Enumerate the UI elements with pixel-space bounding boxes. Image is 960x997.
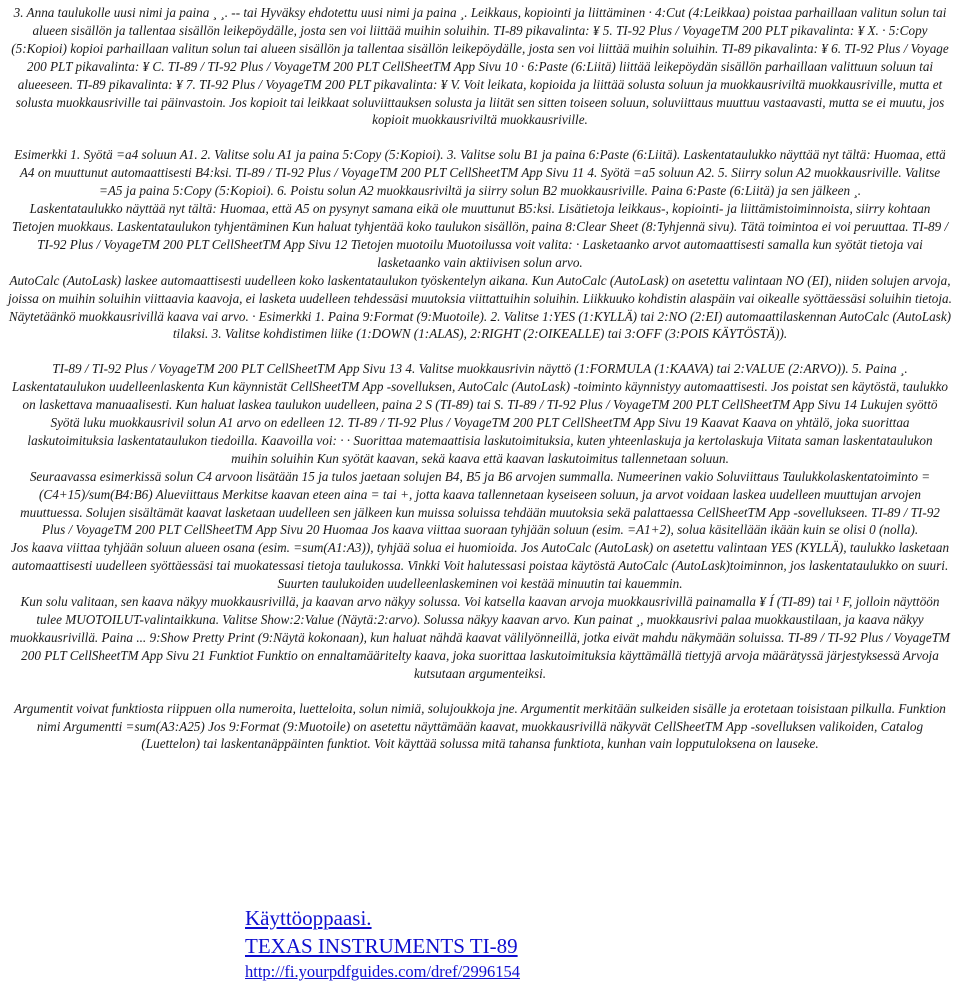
paragraph-empty-cell: Jos kaava viittaa tyhjään soluun alueen osana (esim. =sum(A1:A3)), tyhjää solua ei huomioida. Jos AutoCalc (AutoLask) on asetettu valintaan YES (KYLLÄ), taulukko lasketaan automaattisesti uudelleen syöttäessäsi tai muokatessasi tietoja taulukossa. Vinkki Voit halutessasi poistaa käytöstä AutoCalc (AutoLask)toiminnon, jos laskentataulukko on suuri. Suurten taulukoiden uudelleenlaskeminen voi kestää minuutin tai kauemmin.	[10, 540, 950, 592]
download-links	[245, 905, 520, 983]
paragraph-show-value: Kun solu valitaan, sen kaava näkyy muokkausrivillä, ja kaavan arvo näkyy solussa. Voi katsella kaavan arvoja muokkausrivillä painamalla ¥ Í (TI-89) tai ¹ F, jolloin näyttöön tulee MUOTOILUT-valintaikkuna. Valitse Show:2:Value (Näytä:2:arvo). Solussa näkyy kaavan arvo. Kun painat ¸, muokkausrivi palaa muokkaustilaan, ja kaava näkyy muokkausrivillä. Paina ... 9:Show Pretty Print (9:Näytä kokonaan), kun haluat nähdä kaavat välilyönneillä, jotka eivät mahdu näkymään soluissa. TI-89 / TI-92 Plus / VoyageTM 200 PLT CellSheetTM App Sivu 21 Funktiot Funktio on ennaltamääritelty kaava, joka suorittaa laskutoimituksia käyttämällä tiettyjä arvoja määrätyssä järjestyksessä Arvoja kutsutaan argumenteiksi.	[9, 594, 951, 681]
paragraph-example-copy: Esimerkki 1. Syötä =a4 soluun A1. 2. Valitse solu A1 ja paina 5:Copy (5:Kopioi). 3. Valitse solu B1 ja paina 6:Paste (6:Liitä). Laskentataulukko näyttää nyt tältä: Huomaa, että A4 on muuttunut automaattisesti B4:ksi. TI-89 / TI-92 Plus / VoyageTM 200 PLT CellSheetTM App Sivu 11 4. Syötä =a5 soluun A2. 5. Siirry solun A2 muokkausriville. Valitse =A5 ja paina 5:Copy (5:Kopioi). 6. Poistu solun A2 muokkausriviltä ja siirry solun B2 muokkausriville. Paina 6:Paste (6:Liitä) ja sen jälkeen ¸.	[14, 147, 946, 199]
product-link[interactable]: TEXAS INSTRUMENTS TI-89	[245, 934, 518, 958]
paragraph-cut-copy-paste: 3. Anna taulukolle uusi nimi ja paina ¸ ¸. -- tai Hyväksy ehdotettu uusi nimi ja paina ¸. Leikkaus, kopiointi ja liittäminen · 4:Cut (4:Leikkaa) poistaa parhaillaan valitun solun tai alueen sisällön ja tallentaa sisällön leikepöydälle, josta sen voi liittää muihin soluihin. TI-89 pikavalinta: ¥ 5. TI-92 Plus / VoyageTM 200 PLT pikavalinta: ¥ X. · 5:Copy (5:Kopioi) kopioi parhaillaan valitun solun tai alueen sisällön ja tallentaa sisällön leikepöydälle, josta sen voi liittää muihin soluihin. TI-89 pikavalinta: ¥ 6. TI-92 Plus / Voyage 200 PLT pikavalinta: ¥ C. TI-89 / TI-92 Plus / VoyageTM 200 PLT CellSheetTM App Sivu 10 · 6:Paste (6:Liitä) liittää leikepöydän sisällön parhaillaan valittuun soluun tai alueeseen. TI-89 pikavalinta: ¥ 7. TI-92 Plus / VoyageTM 200 PLT pikavalinta: ¥ V. Voit leikata, kopioida ja liittää solusta soluun ja muokkausriviltä muokkausriville, mutta et solusta muokkausriville tai päinvastoin. Jos kopioit tai leikkaat soluviittauksen solusta ja liität sen sitten toiseen soluun, soluviittaus muuttuu vastaavasti, mutta se ei muutu, jos kopioit muokkausriviltä muokkausriville.	[11, 5, 949, 128]
paragraph-clear-sheet: Laskentataulukko näyttää nyt tältä: Huomaa, että A5 on pysynyt samana eikä ole muuttunut B5:ksi. Lisätietoja leikkaus-, kopiointi- ja liittämistoiminnoista, siirry kohtaan Tietojen muokkaus. Laskentataulukon tyhjentäminen Kun haluat tyhjentää koko taulukon sisällön, paina 8:Clear Sheet (8:Tyhjennä sivu). Tätä toimintoa ei voi peruuttaa. TI-89 / TI-92 Plus / VoyageTM 200 PLT CellSheetTM App Sivu 12 Tietojen muotoilu Muotoilussa voit valita: · Lasketaanko arvot automaattisesti samalla kun syötät tietoja vai lasketaanko vain aktiivisen solun arvo.	[11, 201, 949, 270]
paragraph-autocalc: AutoCalc (AutoLask) laskee automaattisesti uudelleen koko laskentataulukon työskentelyn aikana. Kun AutoCalc (AutoLask) on asetettu valintaan NO (EI), niiden solujen arvoja, joissa on muihin soluihin viittaavia kaavoja, ei lasketa uudelleen tehdessäsi muutoksia viittattuihin soluihin. Liikkuuko kohdistin alaspäin vai oikealle syöttäessäsi soluihin tietoja. Näytetäänkö muokkausrivillä kaava vai arvo. · Esimerkki 1. Paina 9:Format (9:Muotoile). 2. Valitse 1:YES (1:KYLLÄ) tai 2:NO (2:EI) automaattilaskennan AutoCalc (AutoLask) tilaksi. 3. Valitse kohdistimen liike (1:DOWN (1:ALAS), 2:RIGHT (2:OIKEALLE) tai 3:OFF (3:POIS KÄYTÖSTÄ)).	[8, 272, 952, 342]
paragraph-arguments: Argumentit voivat funktiosta riippuen olla numeroita, luetteloita, solun nimiä, solujoukkoja jne. Argumentit merkitään sulkeiden sisälle ja erotetaan toisistaan pilkulla. Funktion nimi Argumentti =sum(A3:A25) Jos 9:Format (9:Muotoile) on asetettu näyttämään kaavat, muokkausrivillä näkyvät CellSheetTM App -sovelluksen valikoiden, Catalog (Luettelon) tai laskentanäppäinten funktiot. Voit käyttää solussa mitä tahansa funktiota, kunhan vain lopputuloksena on lauseke.	[14, 700, 946, 752]
guide-link[interactable]: Käyttöoppaasi.	[245, 906, 372, 930]
paragraph-recalc-formulas: TI-89 / TI-92 Plus / VoyageTM 200 PLT CellSheetTM App Sivu 13 4. Valitse muokkausrivin näyttö (1:FORMULA (1:KAAVA) tai 2:VALUE (2:ARVO)). 5. Paina ¸. Laskentataulukon uudelleenlaskenta Kun käynnistät CellSheetTM App -sovelluksen, AutoCalc (AutoLask) -toiminto käynnistyy automaattisesti. Jos poistat sen käytöstä, taulukko on laskettava manuaalisesti. Kun haluat laskea taulukon uudelleen, paina 2 S (TI-89) tai S. TI-89 / TI-92 Plus / VoyageTM 200 PLT CellSheetTM App Sivu 14 Lukujen syöttö Syötä luku muokkausrivil solun A1 arvo on edelleen 12. TI-89 / TI-92 Plus / VoyageTM 200 PLT CellSheetTM App Sivu 19 Kaavat Kaava on yhtälö, joka suorittaa laskutoimituksia laskentataulukon tiedoilla. Kaavoilla voi: · · Suorittaa matemaattisia laskutoimituksia, kuten yhteenlaskuja ja kertolaskuja Viitata saman laskentataulukon muihin soluihin Kun syötät kaavan, sekä kaava että kaavan laskutoimitus tallennetaan soluun.	[11, 361, 949, 466]
paragraph-gap	[8, 683, 952, 700]
paragraph-gap	[8, 343, 952, 360]
document-body	[8, 4, 952, 753]
paragraph-formula-example: Seuraavassa esimerkissä solun C4 arvoon lisätään 15 ja tulos jaetaan solujen B4, B5 ja B6 arvojen summalla. Numeerinen vakio Soluviittaus Taulukkolaskentatoiminto =(C4+15)/sum(B4:B6) Alueviittaus Merkitse kaavan eteen aina = tai +, jotta kaava tallennetaan kyseiseen soluun, ja arvot voidaan laskea uudelleen muuttujan arvojen muuttuessa. Solujen sisältämät kaavat lasketaan uudelleen sen jälkeen kun muissa soluissa tehdään muutoksia sekä palattaessa CellSheetTM App -sovellukseen. TI-89 / TI-92 Plus / VoyageTM 200 PLT CellSheetTM App Sivu 20 Huomaa Jos kaava viittaa suoraan tyhjään soluun (esim. =A1+2), solua käsitellään ikään kuin se olisi 0 (nolla).	[20, 468, 940, 538]
paragraph-gap	[8, 129, 952, 146]
url-link[interactable]: http://fi.yourpdfguides.com/dref/2996154	[245, 962, 520, 981]
